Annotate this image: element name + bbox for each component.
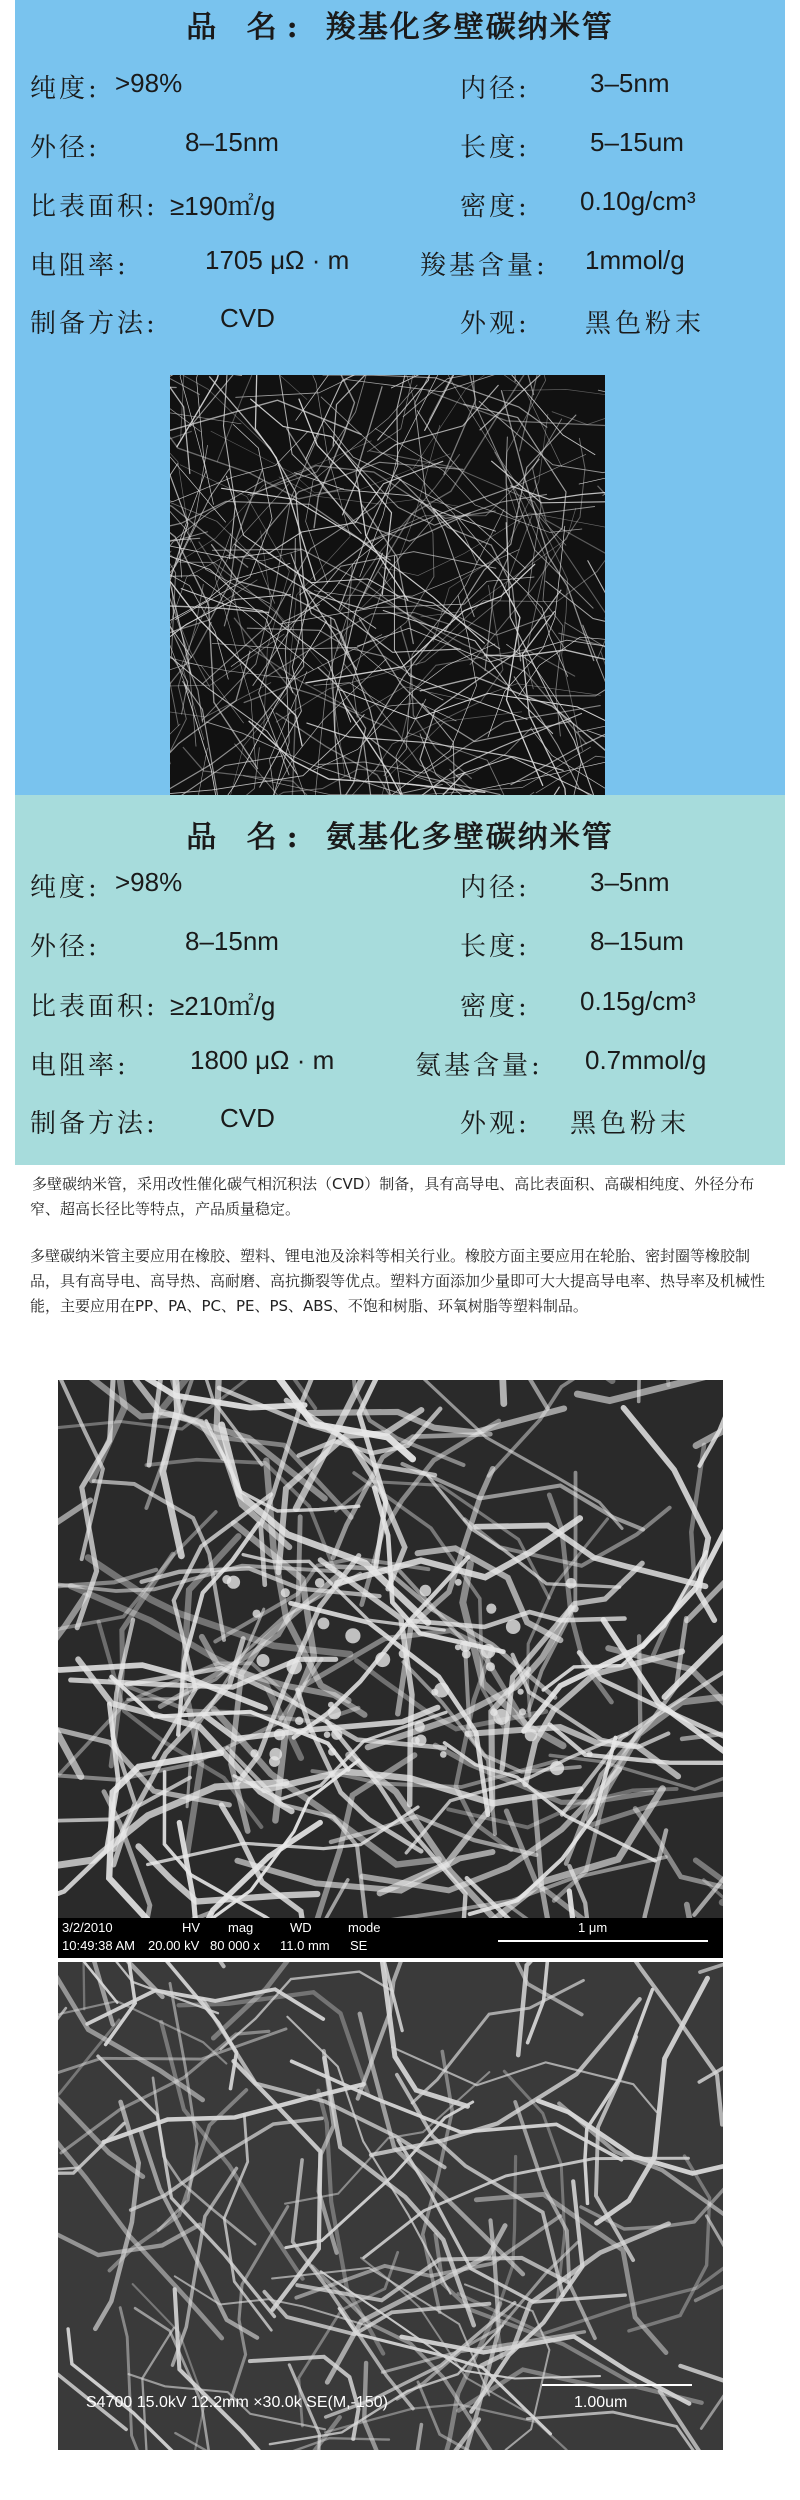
spec-row <box>15 127 785 167</box>
nanotube-texture <box>58 1380 723 1918</box>
sem-date: 3/2/2010 <box>62 1920 113 1935</box>
scale-bar-line <box>498 1940 708 1942</box>
group-content-value: 0.7mmol/g <box>585 1045 707 1075</box>
surface-area-label: 比表面积: <box>30 192 158 222</box>
sem-mode: SE <box>350 1938 368 1953</box>
resistivity-label: 电阻率: <box>30 1051 129 1081</box>
length-label: 长度: <box>460 133 530 163</box>
sem-hv-label: HV <box>182 1920 201 1935</box>
group-content-value: 1mmol/g <box>585 245 685 275</box>
sem-time: 10:49:38 AM <box>62 1938 135 1953</box>
product-name: 氨基化多壁碳纳米管 <box>325 820 614 855</box>
inner-diameter-label: 内径: <box>460 74 530 104</box>
inner-diameter-value: 3–5nm <box>590 68 670 98</box>
length-value: 5–15um <box>590 127 684 157</box>
sem-mode-label: mode <box>348 1920 381 1935</box>
product-panel-amino <box>15 795 785 1165</box>
product-panel-carboxyl <box>15 0 785 795</box>
product-title <box>15 812 785 856</box>
spec-row <box>15 186 785 226</box>
surface-area-value: ≥210㎡/g <box>170 991 276 1021</box>
sem-wd-label: WD <box>290 1920 312 1935</box>
sem-mag: 80 000 x <box>210 1938 260 1953</box>
purity-label: 纯度: <box>30 74 100 104</box>
product-name: 羧基化多壁碳纳米管 <box>325 10 614 45</box>
outer-diameter-value: 8–15nm <box>185 926 279 956</box>
sem-image-2 <box>58 1962 723 2450</box>
density-value: 0.10g/cm³ <box>580 186 696 216</box>
resistivity-value: 1800 μΩ · m <box>190 1045 335 1075</box>
length-value: 8–15um <box>590 926 684 956</box>
appearance-value: 黑色粉末 <box>585 309 706 339</box>
surface-area-label: 比表面积: <box>30 992 158 1022</box>
resistivity-label: 电阻率: <box>30 251 129 281</box>
name-label: 品 名: <box>186 10 308 45</box>
description <box>30 1172 770 1319</box>
description-paragraph: 多壁碳纳米管主要应用在橡胶、塑料、锂电池及涂料等相关行业。橡胶方面主要应用在轮胎、密封圈等橡胶制品，具有高导电、高导热、高耐磨、高抗撕裂等优点。塑料方面添加少量即可大大提高导电率、热导率及机械性能，主要应用在PP、PA、PC、PE、PS、ABS、不饱和树脂、环氧树脂等塑料制品。 <box>30 1247 766 1315</box>
spec-row <box>15 1045 785 1085</box>
appearance-label: 外观: <box>460 309 530 339</box>
spec-row <box>15 303 785 343</box>
outer-diameter-label: 外径: <box>30 133 100 163</box>
surface-area-value: ≥190㎡/g <box>170 191 276 221</box>
spec-row <box>15 68 785 108</box>
sem-mag-label: mag <box>228 1920 254 1935</box>
method-value: CVD <box>220 1103 275 1133</box>
inner-diameter-label: 内径: <box>460 873 530 903</box>
density-label: 密度: <box>460 192 530 222</box>
group-content-label: 羧基含量: <box>420 251 548 281</box>
inner-diameter-value: 3–5nm <box>590 867 670 897</box>
sem-image-1 <box>58 1380 723 1958</box>
name-label: 品 名: <box>186 820 308 855</box>
method-label: 制备方法: <box>30 309 158 339</box>
spec-row <box>15 986 785 1026</box>
sem-wd: 11.0 mm <box>280 1938 330 1953</box>
outer-diameter-label: 外径: <box>30 932 100 962</box>
appearance-label: 外观: <box>460 1109 530 1139</box>
scale-bar-line <box>542 2384 692 2386</box>
outer-diameter-value: 8–15nm <box>185 127 279 157</box>
nanotube-texture <box>58 1962 723 2450</box>
sem-info-text: S4700 15.0kV 12.2mm ×30.0k SE(M,-150) <box>86 2394 388 2411</box>
resistivity-value: 1705 μΩ · m <box>205 245 350 275</box>
description-paragraph: 多壁碳纳米管，采用改性催化碳气相沉积法（CVD）制备，具有高导电、高比表面积、高碳相纯度、外径分布窄、超高长径比等特点，产品质量稳定。 <box>30 1175 755 1218</box>
method-label: 制备方法: <box>30 1109 158 1139</box>
group-content-label: 氨基含量: <box>415 1051 543 1081</box>
spec-row <box>15 926 785 966</box>
sem-image-carboxyl <box>170 375 605 795</box>
spec-row <box>15 245 785 285</box>
sem-hv: 20.00 kV <box>148 1938 200 1953</box>
appearance-value: 黑色粉末 <box>570 1109 691 1139</box>
purity-value: >98% <box>115 68 183 98</box>
spec-row <box>15 867 785 907</box>
sem-info-bar <box>58 1918 723 1958</box>
length-label: 长度: <box>460 932 530 962</box>
product-title <box>15 2 785 46</box>
purity-value: >98% <box>115 867 183 897</box>
density-label: 密度: <box>460 992 530 1022</box>
nanotube-texture <box>170 375 605 795</box>
method-value: CVD <box>220 303 275 333</box>
density-value: 0.15g/cm³ <box>580 986 696 1016</box>
purity-label: 纯度: <box>30 873 100 903</box>
sem-scale-label: 1 μm <box>578 1920 608 1935</box>
sem-scale-label: 1.00um <box>574 2394 628 2411</box>
spec-row <box>15 1103 785 1143</box>
